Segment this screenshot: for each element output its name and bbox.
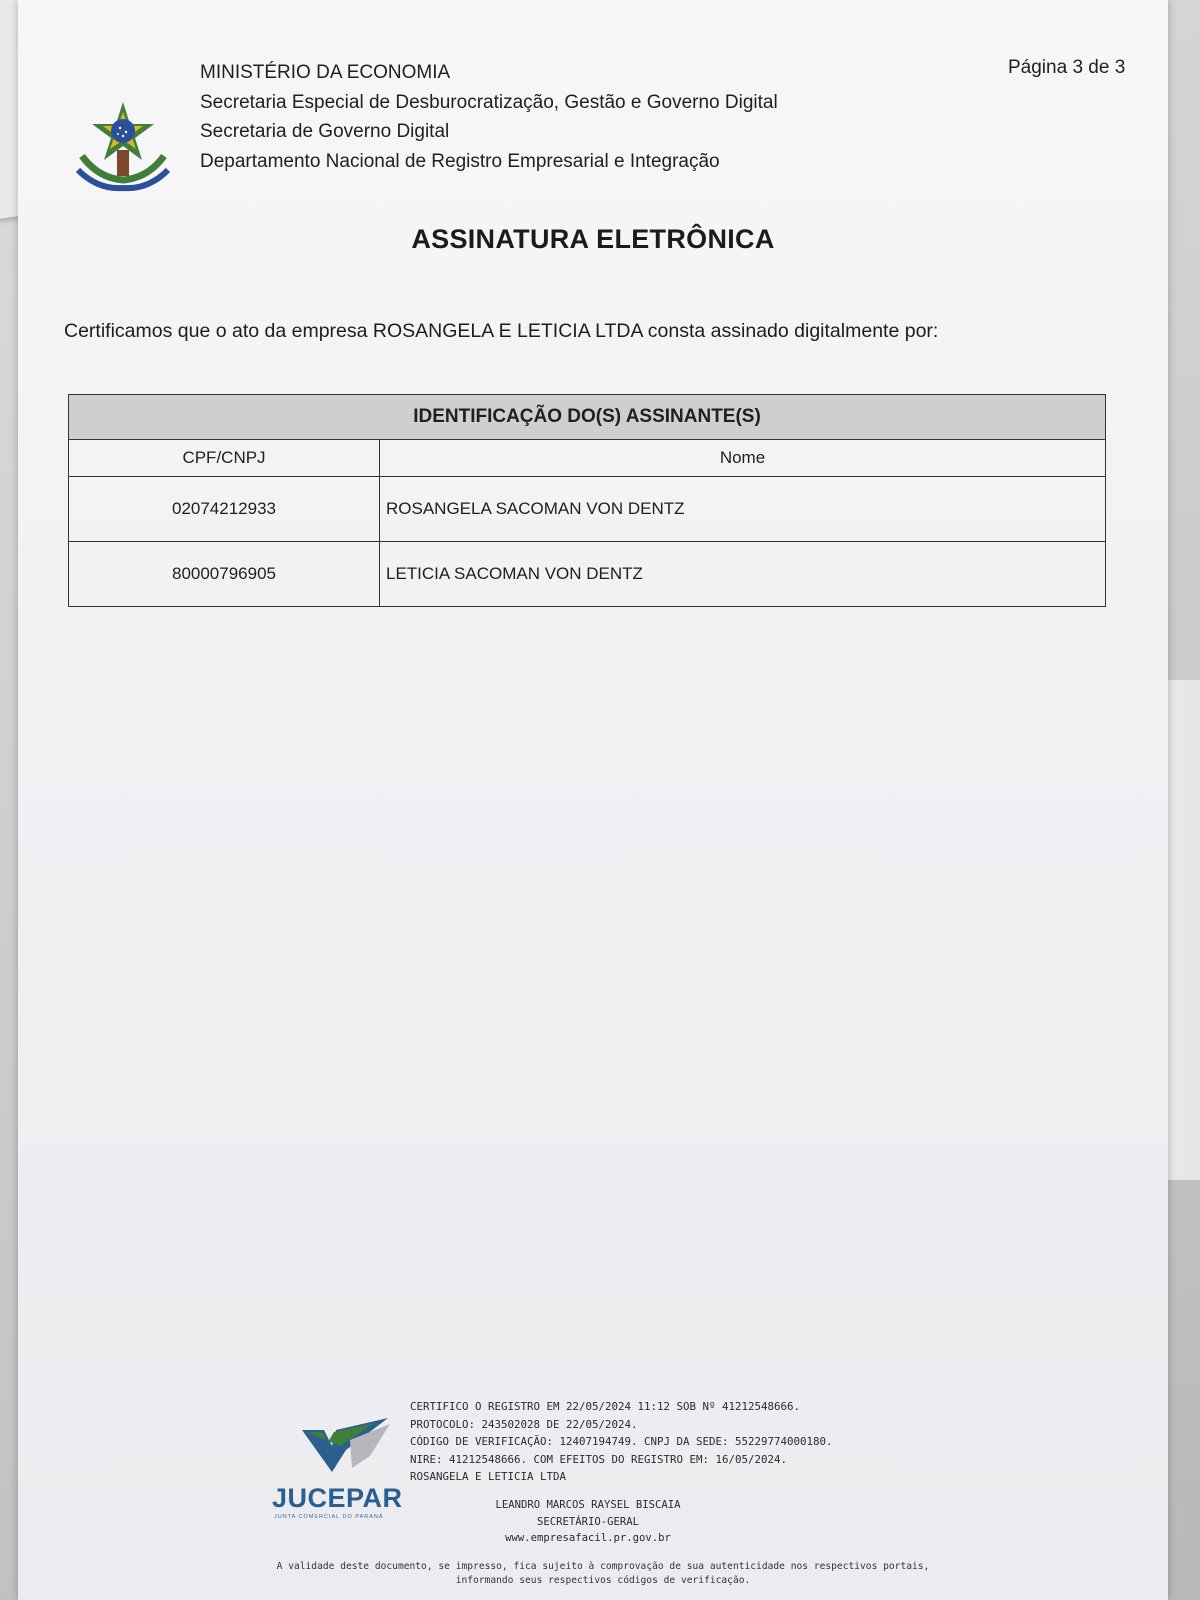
certificate-line: CÓDIGO DE VERIFICAÇÃO: 12407194749. CNPJ DA SEDE: 55229774000180. xyxy=(410,1435,833,1448)
department-name: Departamento Nacional de Registro Empresarial e Integração xyxy=(200,150,720,172)
certification-statement: Certificamos que o ato da empresa ROSANGELA E LETICIA LTDA consta assinado digitalmente por: xyxy=(64,320,939,342)
secretariat-name: Secretaria de Governo Digital xyxy=(200,121,450,142)
page-indicator: Página 3 de 3 xyxy=(1008,57,1126,78)
signers-table xyxy=(68,394,1106,607)
brazil-coat-of-arms-icon xyxy=(68,98,178,194)
signatory-name: LEANDRO MARCOS RAYSEL BISCAIA xyxy=(495,1499,681,1511)
document-title: ASSINATURA ELETRÔNICA xyxy=(411,224,775,254)
special-secretariat-name: Secretaria Especial de Desburocratização, Gestão e Governo Digital xyxy=(200,91,778,113)
issuer-header xyxy=(200,58,778,176)
certificate-line: CERTIFICO O REGISTRO EM 22/05/2024 11:12 SOB Nº 41212548666. xyxy=(410,1400,801,1413)
registration-certificate xyxy=(410,1398,833,1486)
column-header-name: Nome xyxy=(380,440,1106,477)
validity-line: A validade deste documento, se impresso, fica sujeito à comprovação de sua autenticidade nos respectivos portais, xyxy=(276,1561,930,1572)
signatory-role: SECRETÁRIO-GERAL xyxy=(536,1515,640,1528)
signer-name: ROSANGELA SACOMAN VON DENTZ xyxy=(380,477,1106,542)
validity-notice xyxy=(208,1560,998,1587)
jucepar-logo: JUCEPAR xyxy=(272,1483,403,1513)
certificate-line: ROSANGELA E LETICIA LTDA xyxy=(410,1470,567,1483)
certificate-line: PROTOCOLO: 243502028 DE 22/05/2024. xyxy=(410,1417,638,1431)
table-row xyxy=(69,477,1106,542)
signatory-block xyxy=(458,1497,718,1547)
certificate-line: NIRE: 41212548666. COM EFEITOS DO REGISTRO EM: 16/05/2024. xyxy=(410,1452,788,1466)
signer-cpf: 02074212933 xyxy=(69,477,380,542)
website-text: www.empresafacil.pr.gov.br xyxy=(505,1532,671,1544)
jucepar-logo-subtitle: JUNTA COMERCIAL DO PARANÁ xyxy=(274,1514,384,1520)
signer-cpf: 80000796905 xyxy=(69,542,380,607)
validity-line: informando seus respectivos códigos de verificação. xyxy=(455,1574,751,1586)
signer-name: LETICIA SACOMAN VON DENTZ xyxy=(380,542,1106,607)
signers-table-caption: IDENTIFICAÇÃO DO(S) ASSINANTE(S) xyxy=(69,395,1106,440)
ministry-name: MINISTÉRIO DA ECONOMIA xyxy=(200,62,451,83)
document-page xyxy=(18,0,1168,1600)
stacked-paper-edge xyxy=(1165,680,1200,1180)
table-row xyxy=(69,542,1106,607)
column-header-cpf: CPF/CNPJ xyxy=(69,440,380,477)
